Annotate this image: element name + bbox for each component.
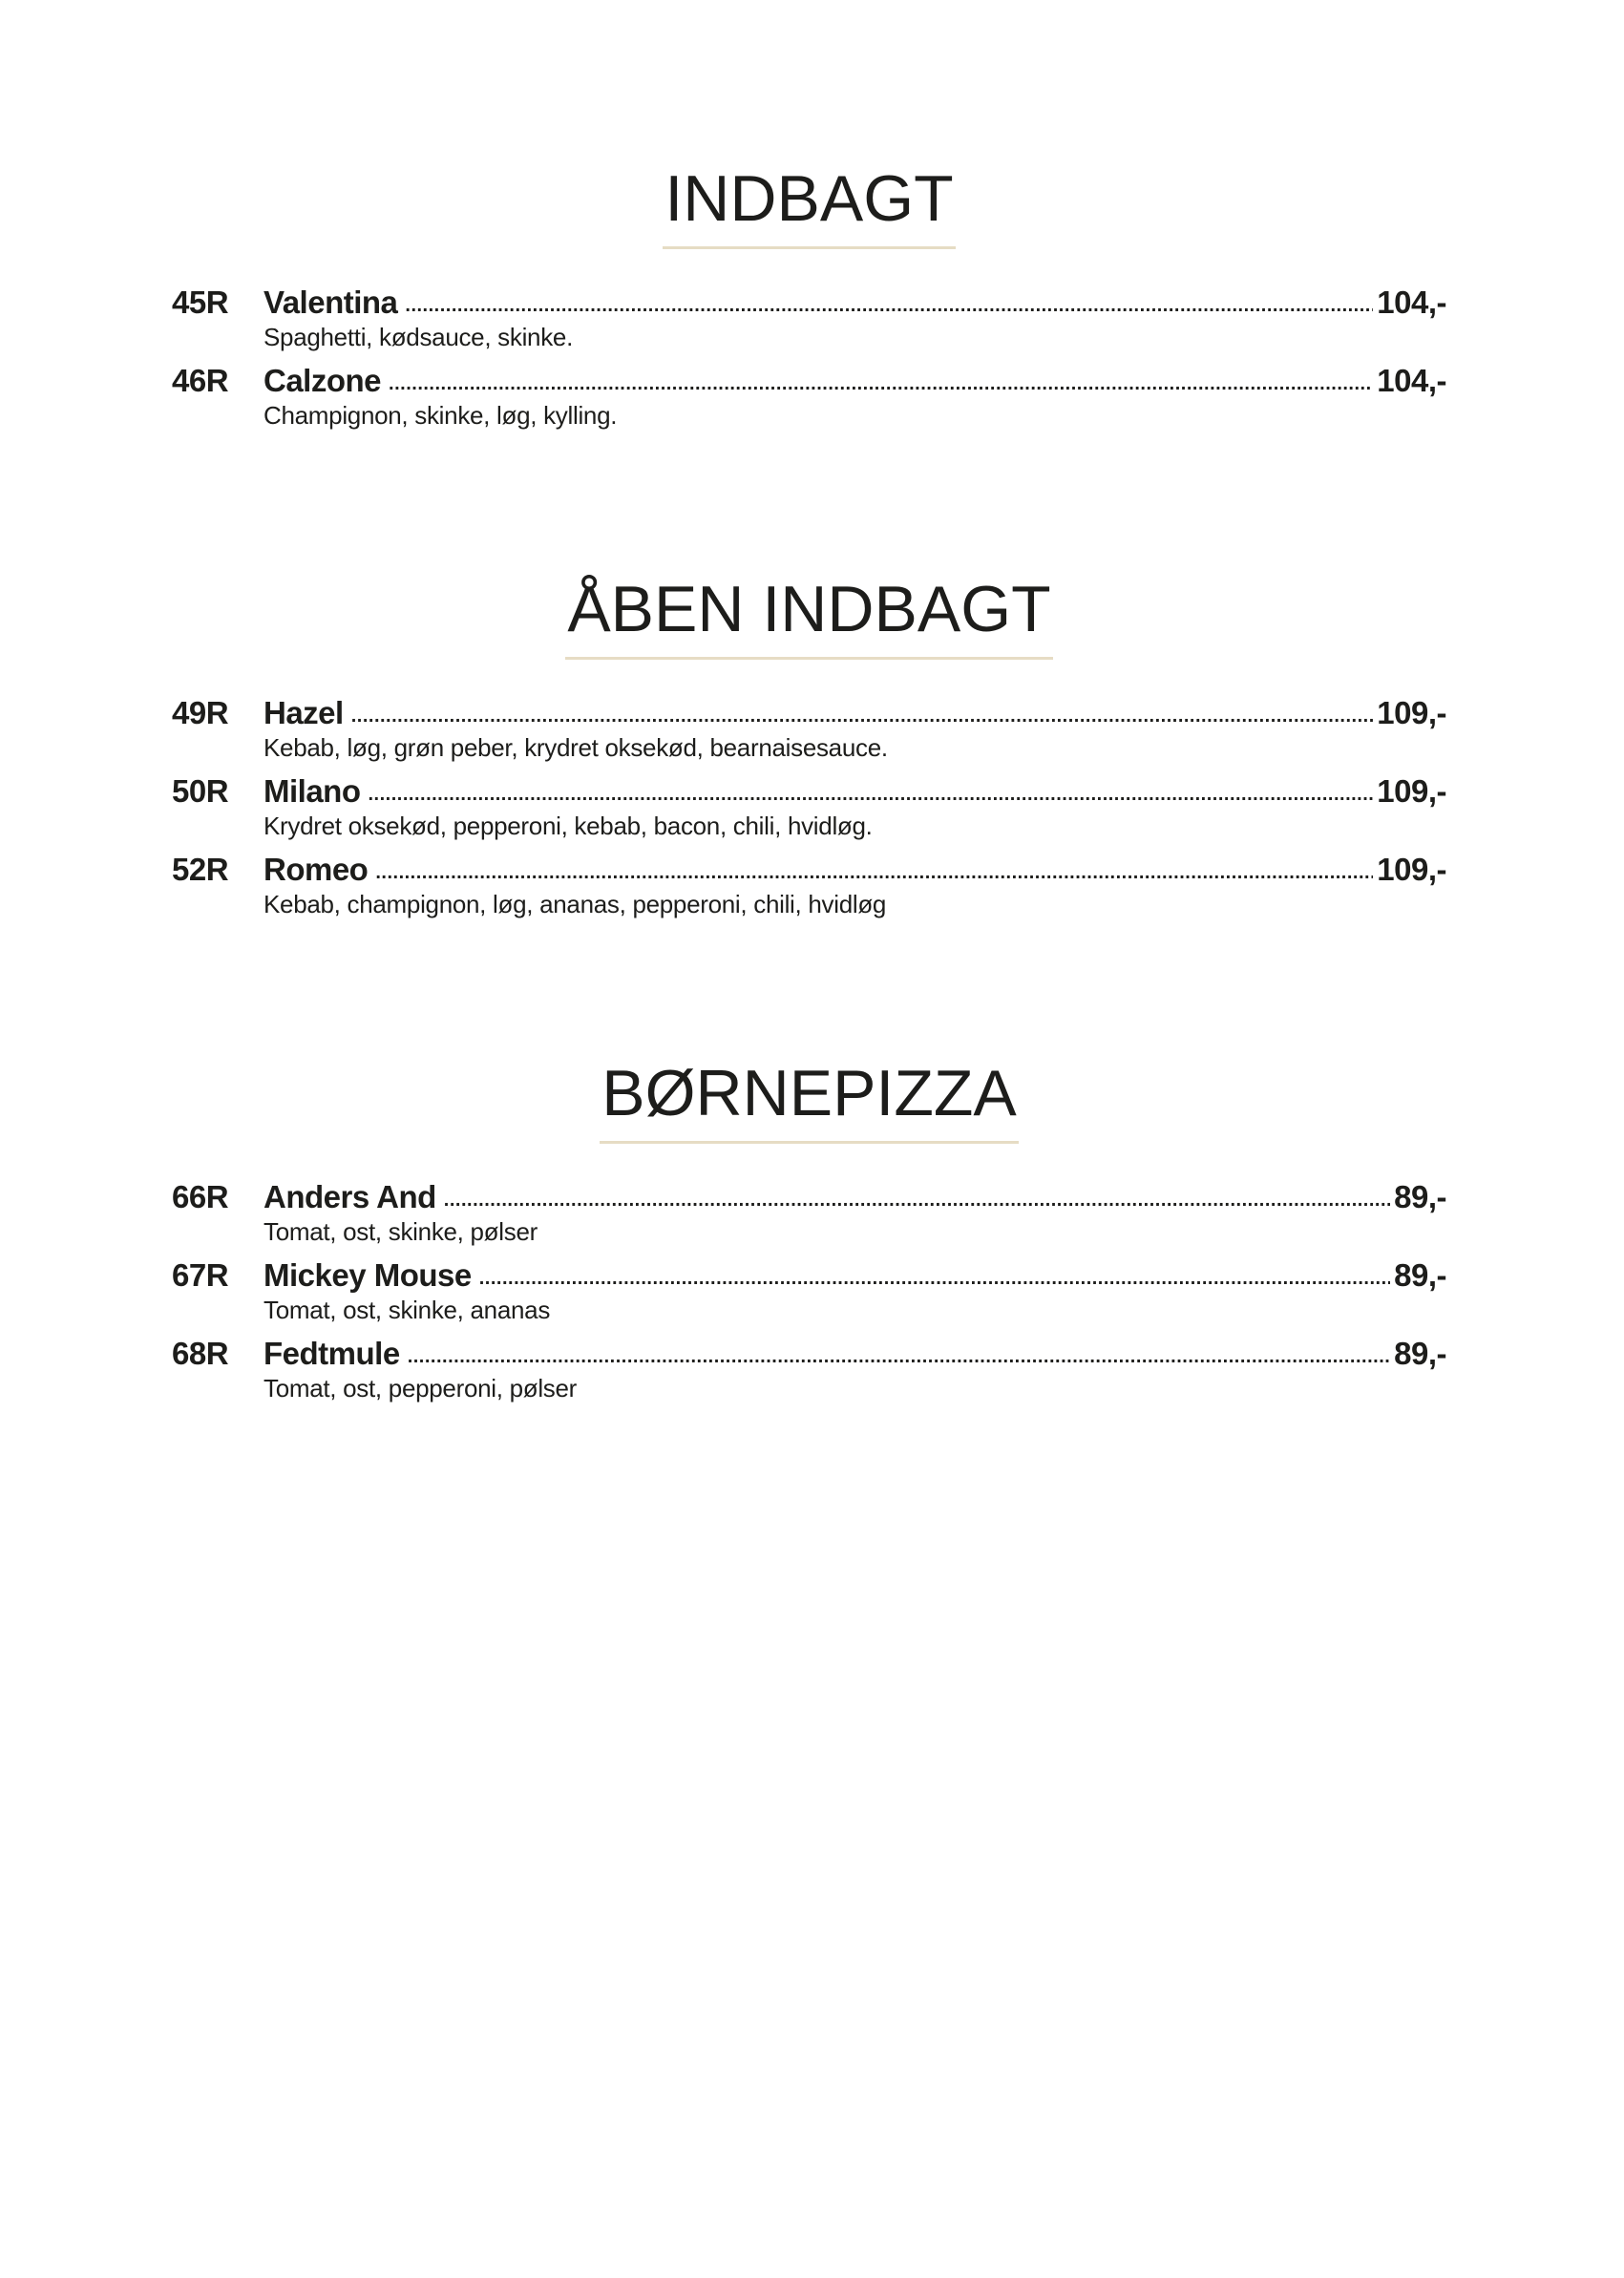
dot-leader: [444, 1181, 1390, 1219]
menu-item: [172, 1178, 1446, 1247]
menu-item-list: [172, 1178, 1446, 1403]
item-description: Kebab, champignon, løg, ananas, pepperoni, chili, hvidløg: [264, 890, 887, 918]
menu-item: [172, 1335, 1446, 1403]
section-title: ÅBEN INDBAGT: [565, 571, 1052, 660]
item-price: 89,-: [1394, 1257, 1446, 1293]
menu-item: [172, 694, 1446, 763]
item-description: Kebab, løg, grøn peber, krydret oksekød, bearnaisesauce.: [264, 733, 888, 762]
menu-item-row: [172, 1335, 1446, 1373]
item-description: Tomat, ost, pepperoni, pølser: [264, 1374, 578, 1403]
menu-item-row: [172, 694, 1446, 732]
menu-item: [172, 284, 1446, 352]
item-name: Valentina: [264, 285, 398, 320]
menu-item-row: [172, 284, 1446, 322]
section-title: INDBAGT: [663, 160, 955, 249]
item-description: Champignon, skinke, løg, kylling.: [264, 401, 618, 430]
menu-item: [172, 851, 1446, 919]
item-price: 109,-: [1377, 773, 1446, 809]
dot-leader: [405, 286, 1373, 325]
item-name: Fedtmule: [264, 1336, 400, 1371]
dot-leader: [375, 854, 1373, 892]
item-name: Calzone: [264, 363, 382, 398]
item-name: Mickey Mouse: [264, 1257, 472, 1293]
item-price: 104,-: [1377, 285, 1446, 320]
item-price: 109,-: [1377, 852, 1446, 887]
menu-item-row: [172, 772, 1446, 811]
dot-leader: [479, 1259, 1390, 1297]
section-aaben-indbagt: [172, 571, 1446, 929]
item-number: 46R: [172, 363, 229, 398]
menu-item-row: [172, 851, 1446, 889]
dot-leader: [351, 697, 1374, 735]
section-title: BØRNEPIZZA: [600, 1055, 1019, 1144]
section-heading: [172, 160, 1446, 249]
item-name: Anders And: [264, 1179, 436, 1214]
item-description: Spaghetti, kødsauce, skinke.: [264, 323, 574, 351]
menu-item-row: [172, 1256, 1446, 1295]
item-name: Romeo: [264, 852, 369, 887]
menu-item: [172, 772, 1446, 841]
item-number: 52R: [172, 852, 229, 887]
item-price: 104,-: [1377, 363, 1446, 398]
item-description: Krydret oksekød, pepperoni, kebab, bacon, chili, hvidløg.: [264, 812, 873, 840]
item-number: 67R: [172, 1257, 229, 1293]
section-heading: [172, 1055, 1446, 1144]
item-number: 45R: [172, 285, 229, 320]
item-price: 89,-: [1394, 1336, 1446, 1371]
item-name: Hazel: [264, 695, 344, 730]
item-number: 50R: [172, 773, 229, 809]
dot-leader: [408, 1338, 1390, 1376]
section-indbagt: [172, 160, 1446, 440]
item-number: 66R: [172, 1179, 229, 1214]
menu-item: [172, 362, 1446, 431]
item-description: Tomat, ost, skinke, pølser: [264, 1217, 538, 1246]
menu-item-list: [172, 694, 1446, 919]
menu-item-row: [172, 1178, 1446, 1216]
item-description: Tomat, ost, skinke, ananas: [264, 1296, 551, 1324]
menu-item-row: [172, 362, 1446, 400]
dot-leader: [369, 775, 1374, 813]
section-heading: [172, 571, 1446, 660]
item-price: 89,-: [1394, 1179, 1446, 1214]
item-price: 109,-: [1377, 695, 1446, 730]
item-number: 49R: [172, 695, 229, 730]
menu-item-list: [172, 284, 1446, 431]
dot-leader: [389, 365, 1373, 403]
item-name: Milano: [264, 773, 361, 809]
menu-item: [172, 1256, 1446, 1325]
item-number: 68R: [172, 1336, 229, 1371]
section-boernepizza: [172, 1055, 1446, 1413]
